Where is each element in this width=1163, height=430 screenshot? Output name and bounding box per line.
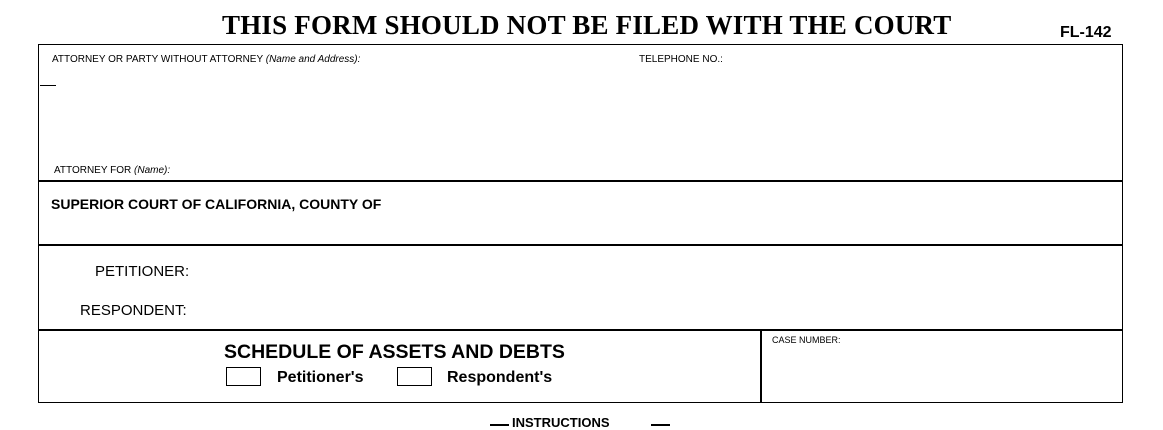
petitioner-label: PETITIONER: xyxy=(95,263,190,280)
address-entry-mark xyxy=(40,85,56,86)
divider-case-number xyxy=(760,329,762,403)
attorney-for-italic: (Name): xyxy=(134,165,171,176)
case-number-label: CASE NUMBER: xyxy=(772,335,841,345)
petitioners-checkbox[interactable] xyxy=(226,367,261,386)
not-for-filing-notice: THIS FORM SHOULD NOT BE FILED WITH THE COURT xyxy=(222,10,952,40)
divider-title xyxy=(38,329,1123,331)
attorney-label-main: ATTORNEY OR PARTY WITHOUT ATTORNEY xyxy=(52,54,263,65)
instructions-heading: INSTRUCTIONS xyxy=(512,415,610,430)
form-title: SCHEDULE OF ASSETS AND DEBTS xyxy=(224,341,565,363)
caption-frame xyxy=(38,44,1123,403)
respondents-checkbox-label: Respondent's xyxy=(447,369,553,386)
attorney-for-label xyxy=(54,165,170,176)
respondents-checkbox[interactable] xyxy=(397,367,432,386)
instructions-rule-left xyxy=(490,424,509,426)
attorney-label-italic: (Name and Address): xyxy=(265,54,361,65)
court-county-label: SUPERIOR COURT OF CALIFORNIA, COUNTY OF xyxy=(51,196,382,212)
instructions-rule-right xyxy=(651,424,670,426)
respondent-label: RESPONDENT: xyxy=(80,302,187,319)
divider-court xyxy=(38,180,1123,182)
attorney-for-main: ATTORNEY FOR xyxy=(54,165,132,176)
attorney-name-address-label xyxy=(52,54,360,65)
telephone-label: TELEPHONE NO.: xyxy=(639,54,723,65)
divider-parties xyxy=(38,244,1123,246)
petitioners-checkbox-label: Petitioner's xyxy=(277,369,364,386)
form-number: FL-142 xyxy=(1060,24,1112,41)
